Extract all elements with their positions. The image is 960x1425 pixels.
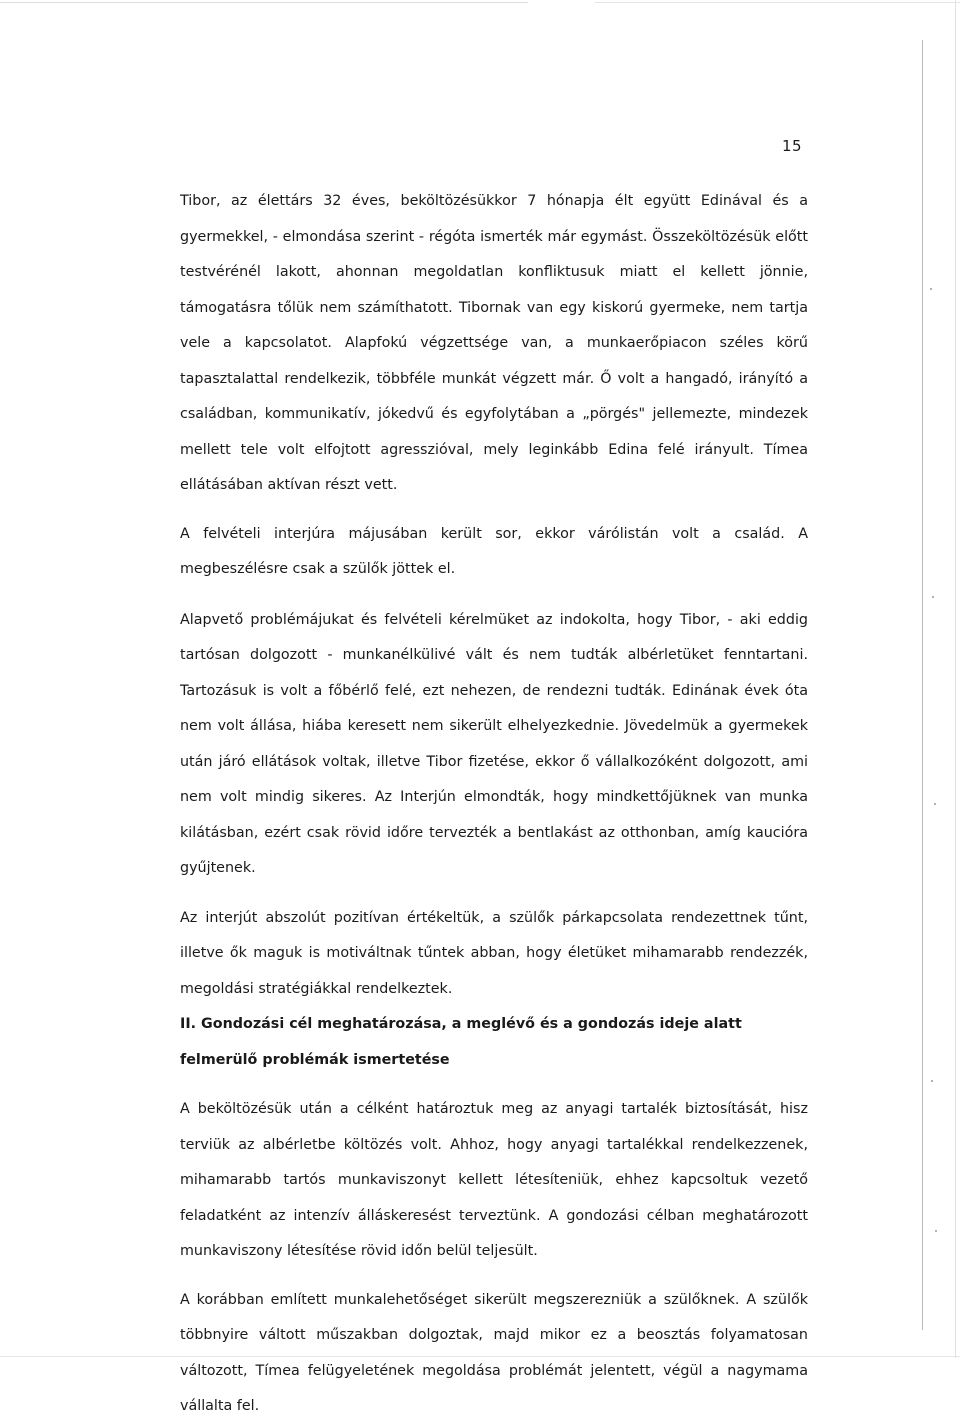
document-body xyxy=(180,184,808,1425)
scan-edge-right-outer xyxy=(955,0,956,1358)
scan-speck xyxy=(931,1080,933,1082)
page-number: 15 xyxy=(782,137,803,155)
paragraph-interview-evaluation: Az interjút abszolút pozitívan értékeltük, a szülők párkapcsolata rendezettnek tűnt, illetve ők maguk is motiváltnak tűntek abban, hogy életüket mihamarabb rendezzék, megoldási stratégiákkal rendelkeztek. xyxy=(180,909,808,997)
scan-speck xyxy=(934,803,936,805)
paragraph-tibor-background: Tibor, az élettárs 32 éves, beköltözésükkor 7 hónapja élt együtt Edinával és a gyermekkel, - elmondása szerint - régóta ismerték már egymást. Összeköltözésük előtt testvérénél lakott, ahonnan megoldatlan konfliktusuk miatt el kellett jönnie, támogatásra tőlük nem számíthatott. Tibornak van egy kiskorú gyermeke, nem tartja vele a kapcsolatot. Alapfokú végzettsége van, a munkaerőpiacon széles körű tapasztalattal rendelkezik, többféle munkát végzett már. Ő volt a hangadó, irányító a családban, kommunikatív, jókedvű és egyfolytában a „pörgés" jellemezte, mindezek mellett tele volt elfojtott agresszióval, mely leginkább Edina felé irányult. Tímea ellátásában aktívan részt vett. xyxy=(180,193,808,493)
paragraph-care-goal: A beköltözésük után a célként határoztuk meg az anyagi tartalék biztosítását, hisz terviük az albérletbe költözés volt. Ahhoz, hogy anyagi tartalékkal rendelkezzenek, mihamarabb tartós munkaviszonyt kellett létesíteniük, ehhez kapcsoltuk vezető feladatként az intenzív álláskeresést terveztünk. A gondozási célban meghatározott munkaviszony létesítése rövid időn belül teljesült. xyxy=(180,1101,808,1259)
scan-speck xyxy=(930,288,932,290)
paragraph-intake-interview: A felvételi interjúra májusában került sor, ekkor várólistán volt a család. A megbeszélésre csak a szülők jöttek el. xyxy=(180,525,808,577)
section-heading: II. Gondozási cél meghatározása, a meglévő és a gondozás ideje alatt felmerülő problémák ismertetése xyxy=(180,1016,742,1068)
paragraph-work-shifts: A korábban említett munkalehetőséget sikerült megszerezniük a szülőknek. A szülők többnyire váltott műszakban dolgoztak, majd mikor ez a beosztás folyamatosan változott, Tímea felügyeletének megoldása problémát jelentett, végül a nagymama vállalta fel. xyxy=(180,1291,808,1414)
scan-edge-right xyxy=(922,40,923,1330)
scan-speck xyxy=(935,1230,937,1232)
paragraph-core-problems: Alapvető problémájukat és felvételi kérelmüket az indokolta, hogy Tibor, - aki eddig tartósan dolgozott - munkanélkülivé vált és nem tudták albérletüket fenntartani. Tartozásuk is volt a főbérlő felé, ezt nehezen, de rendezni tudták. Edinának évek óta nem volt állása, hiába keresett nem sikerült elhelyezkednie. Jövedelmük a gyermekek után járó ellátások voltak, illetve Tibor fizetése, ekkor ő vállalkozóként dolgozott, ami nem volt mindig sikeres. Az Interjún elmondták, hogy mindkettőjüknek van munka kilátásban, ezért csak rövid időre tervezték a bentlakást az otthonban, amíg kaucióra gyűjtenek. xyxy=(180,611,808,876)
scan-speck xyxy=(932,596,934,598)
scan-edge-top xyxy=(0,2,960,3)
